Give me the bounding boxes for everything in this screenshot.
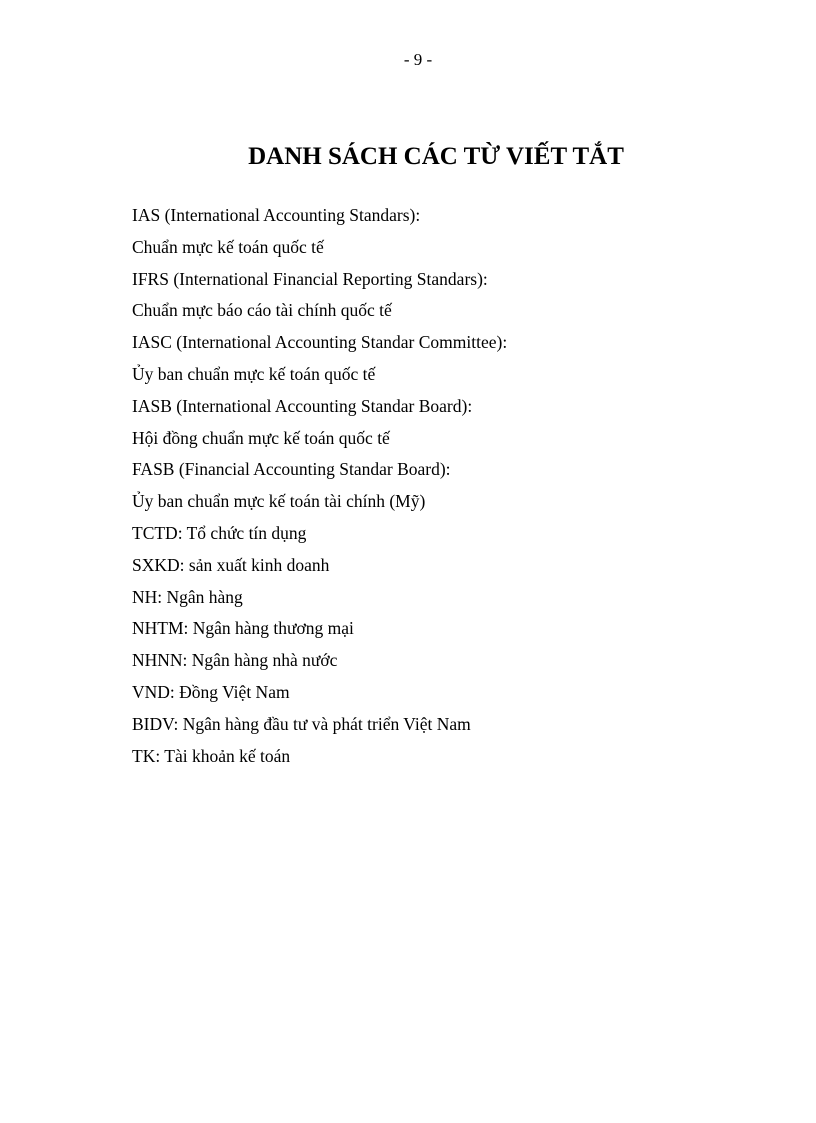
abbreviation-list: [132, 200, 507, 772]
abbreviation-line: NH: Ngân hàng: [132, 586, 243, 607]
abbreviation-line: TCTD: Tổ chức tín dụng: [132, 522, 307, 543]
abbreviation-line: NHNN: Ngân hàng nhà nước: [132, 650, 338, 671]
abbreviation-line: FASB (Financial Accounting Standar Board):: [132, 459, 451, 480]
abbreviation-line: BIDV: Ngân hàng đầu tư và phát triển Việt Nam: [132, 713, 471, 734]
abbreviation-line: SXKD: sản xuất kinh doanh: [132, 554, 330, 575]
page-number: - 9 -: [403, 50, 433, 69]
abbreviation-line: Chuẩn mực kế toán quốc tế: [132, 236, 324, 257]
abbreviation-line: VND: Đồng Việt Nam: [132, 681, 290, 702]
abbreviation-line: Ủy ban chuẩn mực kế toán quốc tế: [132, 363, 376, 384]
abbreviation-line: IFRS (International Financial Reporting Standars):: [132, 268, 488, 289]
page-title: DANH SÁCH CÁC TỪ VIẾT TẮT: [248, 143, 624, 170]
abbreviation-line: IASB (International Accounting Standar Board):: [132, 395, 473, 416]
abbreviation-line: Chuẩn mực báo cáo tài chính quốc tế: [132, 300, 392, 321]
abbreviation-line: Ủy ban chuẩn mực kế toán tài chính (Mỹ): [132, 491, 426, 512]
abbreviation-line: IAS (International Accounting Standars):: [132, 205, 421, 225]
abbreviation-line: Hội đồng chuẩn mực kế toán quốc tế: [132, 427, 390, 448]
abbreviation-line: TK: Tài khoản kế toán: [132, 745, 291, 766]
abbreviation-line: NHTM: Ngân hàng thương mại: [132, 618, 354, 639]
abbreviation-line: IASC (International Accounting Standar Committee):: [132, 332, 508, 353]
